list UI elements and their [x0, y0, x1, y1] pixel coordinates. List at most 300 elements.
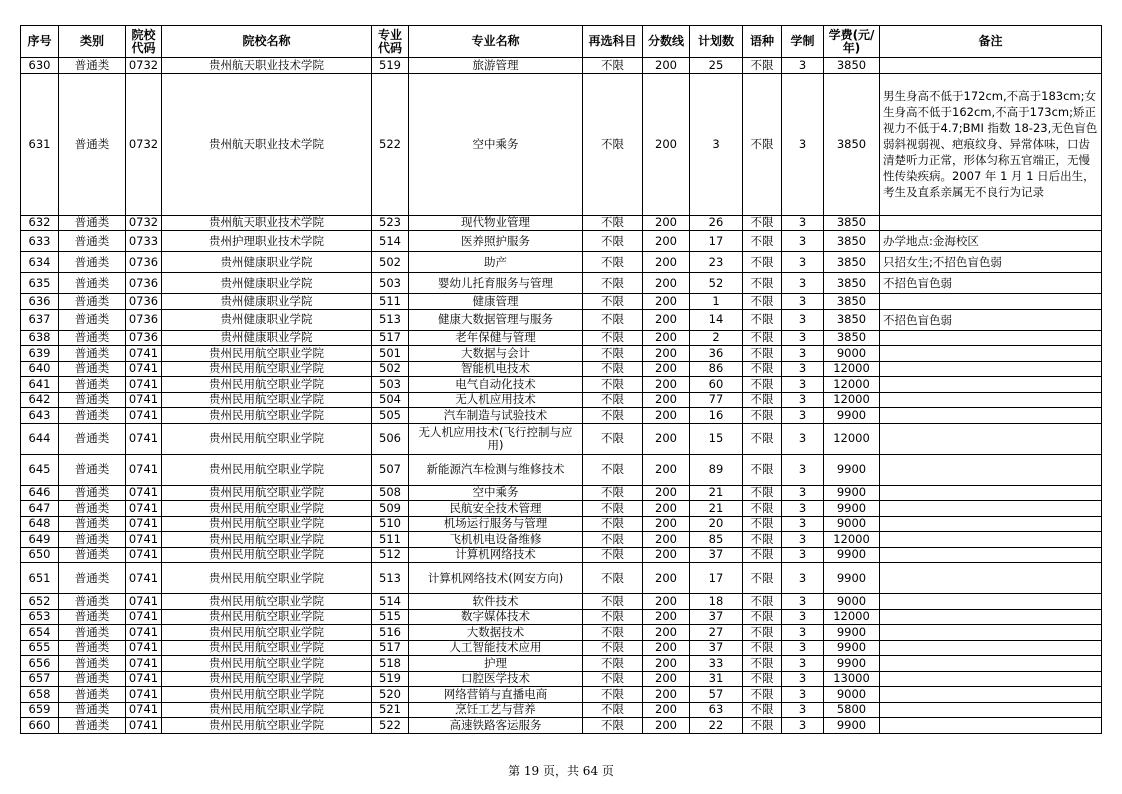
school-code-cell: 0741	[126, 423, 162, 454]
column-header: 分数线	[643, 26, 690, 58]
major-name-cell: 计算机网络技术	[409, 547, 583, 563]
remark-cell	[880, 423, 1102, 454]
major-code-cell: 514	[372, 594, 409, 610]
tuition-cell: 12000	[824, 361, 880, 377]
duration-cell: 3	[782, 594, 824, 610]
tuition-cell: 12000	[824, 609, 880, 625]
school-code-cell: 0741	[126, 718, 162, 734]
major-name-cell: 飞机机电设备维修	[409, 532, 583, 548]
duration-cell: 3	[782, 718, 824, 734]
column-header: 专业代码	[372, 26, 409, 58]
score-line-cell: 200	[643, 294, 690, 310]
table-row	[21, 547, 1102, 563]
row-number-cell: 656	[21, 656, 59, 672]
duration-cell: 3	[782, 532, 824, 548]
column-header: 专业名称	[409, 26, 583, 58]
row-number-cell: 630	[21, 58, 59, 74]
school-code-cell: 0736	[126, 252, 162, 273]
column-header: 序号	[21, 26, 59, 58]
school-name-cell: 贵州民用航空职业学院	[162, 656, 372, 672]
category-cell: 普通类	[59, 273, 126, 294]
major-code-cell: 522	[372, 73, 409, 215]
school-code-cell: 0741	[126, 640, 162, 656]
plan-count-cell: 36	[690, 346, 743, 362]
language-cell: 不限	[743, 330, 782, 346]
table-row	[21, 377, 1102, 393]
score-line-cell: 200	[643, 609, 690, 625]
major-code-cell: 507	[372, 454, 409, 485]
school-name-cell: 贵州健康职业学院	[162, 252, 372, 273]
remark-cell	[880, 594, 1102, 610]
school-name-cell: 贵州民用航空职业学院	[162, 423, 372, 454]
tuition-cell: 3850	[824, 58, 880, 74]
row-number-cell: 649	[21, 532, 59, 548]
tuition-cell: 3850	[824, 273, 880, 294]
major-code-cell: 515	[372, 609, 409, 625]
major-name-cell: 高速铁路客运服务	[409, 718, 583, 734]
duration-cell: 3	[782, 215, 824, 231]
category-cell: 普通类	[59, 392, 126, 408]
school-name-cell: 贵州民用航空职业学院	[162, 702, 372, 718]
language-cell: 不限	[743, 231, 782, 252]
column-header: 学费(元/年)	[824, 26, 880, 58]
tuition-cell: 9900	[824, 625, 880, 641]
school-name-cell: 贵州民用航空职业学院	[162, 516, 372, 532]
remark-cell	[880, 408, 1102, 424]
elective-subject-cell: 不限	[583, 609, 643, 625]
school-name-cell: 贵州民用航空职业学院	[162, 609, 372, 625]
table-row	[21, 671, 1102, 687]
school-name-cell: 贵州民用航空职业学院	[162, 640, 372, 656]
duration-cell: 3	[782, 423, 824, 454]
school-code-cell: 0741	[126, 687, 162, 703]
plan-count-cell: 21	[690, 501, 743, 517]
remark-cell	[880, 392, 1102, 408]
remark-cell	[880, 215, 1102, 231]
plan-count-cell: 37	[690, 640, 743, 656]
language-cell: 不限	[743, 73, 782, 215]
plan-count-cell: 25	[690, 58, 743, 74]
school-name-cell: 贵州健康职业学院	[162, 309, 372, 330]
remark-cell	[880, 516, 1102, 532]
table-row	[21, 392, 1102, 408]
score-line-cell: 200	[643, 252, 690, 273]
score-line-cell: 200	[643, 485, 690, 501]
score-line-cell: 200	[643, 563, 690, 594]
duration-cell: 3	[782, 361, 824, 377]
duration-cell: 3	[782, 501, 824, 517]
major-code-cell: 523	[372, 215, 409, 231]
plan-count-cell: 17	[690, 563, 743, 594]
duration-cell: 3	[782, 330, 824, 346]
major-code-cell: 501	[372, 346, 409, 362]
elective-subject-cell: 不限	[583, 309, 643, 330]
language-cell: 不限	[743, 408, 782, 424]
page-footer: 第 19 页，共 64 页	[508, 764, 614, 778]
school-name-cell: 贵州民用航空职业学院	[162, 594, 372, 610]
category-cell: 普通类	[59, 501, 126, 517]
score-line-cell: 200	[643, 361, 690, 377]
language-cell: 不限	[743, 392, 782, 408]
row-number-cell: 655	[21, 640, 59, 656]
category-cell: 普通类	[59, 563, 126, 594]
table-row	[21, 309, 1102, 330]
row-number-cell: 634	[21, 252, 59, 273]
remark-cell	[880, 702, 1102, 718]
remark-cell	[880, 718, 1102, 734]
elective-subject-cell: 不限	[583, 330, 643, 346]
tuition-cell: 9900	[824, 656, 880, 672]
tuition-cell: 3850	[824, 215, 880, 231]
major-name-cell: 口腔医学技术	[409, 671, 583, 687]
row-number-cell: 653	[21, 609, 59, 625]
category-cell: 普通类	[59, 547, 126, 563]
elective-subject-cell: 不限	[583, 392, 643, 408]
score-line-cell: 200	[643, 273, 690, 294]
duration-cell: 3	[782, 516, 824, 532]
category-cell: 普通类	[59, 346, 126, 362]
tuition-cell: 3850	[824, 73, 880, 215]
duration-cell: 3	[782, 377, 824, 393]
category-cell: 普通类	[59, 640, 126, 656]
school-code-cell: 0732	[126, 58, 162, 74]
school-code-cell: 0741	[126, 547, 162, 563]
major-name-cell: 无人机应用技术(飞行控制与应用)	[409, 423, 583, 454]
major-code-cell: 511	[372, 532, 409, 548]
plan-count-cell: 85	[690, 532, 743, 548]
language-cell: 不限	[743, 309, 782, 330]
category-cell: 普通类	[59, 454, 126, 485]
category-cell: 普通类	[59, 215, 126, 231]
elective-subject-cell: 不限	[583, 516, 643, 532]
school-name-cell: 贵州民用航空职业学院	[162, 454, 372, 485]
table-row	[21, 702, 1102, 718]
remark-cell	[880, 532, 1102, 548]
table-row	[21, 718, 1102, 734]
language-cell: 不限	[743, 609, 782, 625]
row-number-cell: 648	[21, 516, 59, 532]
major-code-cell: 521	[372, 702, 409, 718]
duration-cell: 3	[782, 58, 824, 74]
language-cell: 不限	[743, 640, 782, 656]
school-name-cell: 贵州民用航空职业学院	[162, 346, 372, 362]
major-name-cell: 烹饪工艺与营养	[409, 702, 583, 718]
tuition-cell: 9900	[824, 640, 880, 656]
duration-cell: 3	[782, 656, 824, 672]
major-name-cell: 旅游管理	[409, 58, 583, 74]
category-cell: 普通类	[59, 687, 126, 703]
major-name-cell: 护理	[409, 656, 583, 672]
major-code-cell: 516	[372, 625, 409, 641]
elective-subject-cell: 不限	[583, 215, 643, 231]
plan-count-cell: 63	[690, 702, 743, 718]
school-name-cell: 贵州民用航空职业学院	[162, 377, 372, 393]
table-header-row	[21, 26, 1102, 58]
school-name-cell: 贵州民用航空职业学院	[162, 718, 372, 734]
tuition-cell: 9900	[824, 547, 880, 563]
school-code-cell: 0736	[126, 330, 162, 346]
plan-count-cell: 77	[690, 392, 743, 408]
remark-cell: 不招色盲色弱	[880, 273, 1102, 294]
school-name-cell: 贵州航天职业技术学院	[162, 73, 372, 215]
school-name-cell: 贵州航天职业技术学院	[162, 215, 372, 231]
duration-cell: 3	[782, 702, 824, 718]
major-name-cell: 空中乘务	[409, 485, 583, 501]
school-code-cell: 0741	[126, 609, 162, 625]
major-name-cell: 计算机网络技术(网安方向)	[409, 563, 583, 594]
school-name-cell: 贵州民用航空职业学院	[162, 547, 372, 563]
elective-subject-cell: 不限	[583, 231, 643, 252]
plan-count-cell: 17	[690, 231, 743, 252]
major-code-cell: 520	[372, 687, 409, 703]
tuition-cell: 3850	[824, 330, 880, 346]
remark-cell	[880, 58, 1102, 74]
elective-subject-cell: 不限	[583, 252, 643, 273]
category-cell: 普通类	[59, 294, 126, 310]
school-code-cell: 0741	[126, 671, 162, 687]
row-number-cell: 657	[21, 671, 59, 687]
duration-cell: 3	[782, 640, 824, 656]
tuition-cell: 5800	[824, 702, 880, 718]
table-row	[21, 454, 1102, 485]
duration-cell: 3	[782, 73, 824, 215]
major-code-cell: 502	[372, 361, 409, 377]
admission-plan-table	[20, 25, 1102, 734]
row-number-cell: 635	[21, 273, 59, 294]
tuition-cell: 9900	[824, 408, 880, 424]
remark-cell	[880, 640, 1102, 656]
remark-cell: 只招女生;不招色盲色弱	[880, 252, 1102, 273]
language-cell: 不限	[743, 516, 782, 532]
major-code-cell: 506	[372, 423, 409, 454]
elective-subject-cell: 不限	[583, 501, 643, 517]
score-line-cell: 200	[643, 392, 690, 408]
plan-count-cell: 60	[690, 377, 743, 393]
major-name-cell: 健康大数据管理与服务	[409, 309, 583, 330]
tuition-cell: 9900	[824, 485, 880, 501]
elective-subject-cell: 不限	[583, 73, 643, 215]
duration-cell: 3	[782, 309, 824, 330]
major-name-cell: 婴幼儿托育服务与管理	[409, 273, 583, 294]
plan-count-cell: 18	[690, 594, 743, 610]
table-row	[21, 346, 1102, 362]
major-name-cell: 新能源汽车检测与维修技术	[409, 454, 583, 485]
major-code-cell: 518	[372, 656, 409, 672]
row-number-cell: 640	[21, 361, 59, 377]
language-cell: 不限	[743, 423, 782, 454]
remark-cell: 不招色盲色弱	[880, 309, 1102, 330]
school-code-cell: 0741	[126, 377, 162, 393]
category-cell: 普通类	[59, 485, 126, 501]
major-code-cell: 517	[372, 330, 409, 346]
duration-cell: 3	[782, 408, 824, 424]
elective-subject-cell: 不限	[583, 58, 643, 74]
row-number-cell: 633	[21, 231, 59, 252]
score-line-cell: 200	[643, 687, 690, 703]
remark-cell	[880, 294, 1102, 310]
remark-cell	[880, 563, 1102, 594]
category-cell: 普通类	[59, 594, 126, 610]
table-body	[21, 58, 1102, 734]
school-name-cell: 贵州民用航空职业学院	[162, 532, 372, 548]
row-number-cell: 660	[21, 718, 59, 734]
remark-cell	[880, 547, 1102, 563]
tuition-cell: 9000	[824, 346, 880, 362]
major-code-cell: 513	[372, 563, 409, 594]
tuition-cell: 12000	[824, 392, 880, 408]
category-cell: 普通类	[59, 671, 126, 687]
remark-cell	[880, 361, 1102, 377]
score-line-cell: 200	[643, 501, 690, 517]
duration-cell: 3	[782, 609, 824, 625]
school-name-cell: 贵州民用航空职业学院	[162, 671, 372, 687]
major-name-cell: 网络营销与直播电商	[409, 687, 583, 703]
major-code-cell: 519	[372, 58, 409, 74]
category-cell: 普通类	[59, 377, 126, 393]
remark-cell	[880, 625, 1102, 641]
column-header: 再选科目	[583, 26, 643, 58]
row-number-cell: 647	[21, 501, 59, 517]
remark-cell	[880, 330, 1102, 346]
major-name-cell: 电气自动化技术	[409, 377, 583, 393]
tuition-cell: 12000	[824, 377, 880, 393]
school-code-cell: 0732	[126, 215, 162, 231]
language-cell: 不限	[743, 252, 782, 273]
major-code-cell: 522	[372, 718, 409, 734]
plan-count-cell: 22	[690, 718, 743, 734]
elective-subject-cell: 不限	[583, 625, 643, 641]
elective-subject-cell: 不限	[583, 346, 643, 362]
major-name-cell: 汽车制造与试验技术	[409, 408, 583, 424]
table-row	[21, 640, 1102, 656]
language-cell: 不限	[743, 361, 782, 377]
plan-count-cell: 21	[690, 485, 743, 501]
row-number-cell: 650	[21, 547, 59, 563]
school-code-cell: 0736	[126, 309, 162, 330]
table-row	[21, 273, 1102, 294]
plan-count-cell: 1	[690, 294, 743, 310]
row-number-cell: 643	[21, 408, 59, 424]
major-name-cell: 助产	[409, 252, 583, 273]
school-name-cell: 贵州健康职业学院	[162, 294, 372, 310]
row-number-cell: 631	[21, 73, 59, 215]
remark-cell	[880, 687, 1102, 703]
column-header: 类别	[59, 26, 126, 58]
school-name-cell: 贵州民用航空职业学院	[162, 687, 372, 703]
category-cell: 普通类	[59, 58, 126, 74]
major-code-cell: 508	[372, 485, 409, 501]
row-number-cell: 636	[21, 294, 59, 310]
column-header: 院校名称	[162, 26, 372, 58]
elective-subject-cell: 不限	[583, 718, 643, 734]
row-number-cell: 638	[21, 330, 59, 346]
table-row	[21, 656, 1102, 672]
tuition-cell: 3850	[824, 294, 880, 310]
language-cell: 不限	[743, 687, 782, 703]
plan-count-cell: 3	[690, 73, 743, 215]
major-name-cell: 无人机应用技术	[409, 392, 583, 408]
duration-cell: 3	[782, 346, 824, 362]
school-code-cell: 0741	[126, 408, 162, 424]
major-name-cell: 现代物业管理	[409, 215, 583, 231]
remark-cell: 办学地点:金海校区	[880, 231, 1102, 252]
plan-count-cell: 52	[690, 273, 743, 294]
elective-subject-cell: 不限	[583, 532, 643, 548]
major-code-cell: 510	[372, 516, 409, 532]
score-line-cell: 200	[643, 656, 690, 672]
score-line-cell: 200	[643, 640, 690, 656]
category-cell: 普通类	[59, 231, 126, 252]
school-name-cell: 贵州民用航空职业学院	[162, 408, 372, 424]
tuition-cell: 9900	[824, 501, 880, 517]
major-name-cell: 老年保健与管理	[409, 330, 583, 346]
school-name-cell: 贵州健康职业学院	[162, 273, 372, 294]
table-row	[21, 58, 1102, 74]
elective-subject-cell: 不限	[583, 702, 643, 718]
language-cell: 不限	[743, 656, 782, 672]
tuition-cell: 9900	[824, 718, 880, 734]
table-row	[21, 532, 1102, 548]
school-code-cell: 0736	[126, 294, 162, 310]
plan-count-cell: 27	[690, 625, 743, 641]
table-row	[21, 294, 1102, 310]
score-line-cell: 200	[643, 594, 690, 610]
plan-count-cell: 37	[690, 547, 743, 563]
table-row	[21, 563, 1102, 594]
plan-count-cell: 37	[690, 609, 743, 625]
plan-count-cell: 33	[690, 656, 743, 672]
remark-cell	[880, 671, 1102, 687]
table-row	[21, 231, 1102, 252]
category-cell: 普通类	[59, 73, 126, 215]
remark-cell	[880, 346, 1102, 362]
school-code-cell: 0741	[126, 516, 162, 532]
duration-cell: 3	[782, 687, 824, 703]
tuition-cell: 9000	[824, 594, 880, 610]
language-cell: 不限	[743, 702, 782, 718]
score-line-cell: 200	[643, 718, 690, 734]
score-line-cell: 200	[643, 625, 690, 641]
language-cell: 不限	[743, 273, 782, 294]
duration-cell: 3	[782, 625, 824, 641]
row-number-cell: 651	[21, 563, 59, 594]
row-number-cell: 654	[21, 625, 59, 641]
elective-subject-cell: 不限	[583, 563, 643, 594]
tuition-cell: 9900	[824, 563, 880, 594]
tuition-cell: 12000	[824, 423, 880, 454]
category-cell: 普通类	[59, 408, 126, 424]
language-cell: 不限	[743, 625, 782, 641]
category-cell: 普通类	[59, 609, 126, 625]
column-header: 语种	[743, 26, 782, 58]
plan-count-cell: 2	[690, 330, 743, 346]
elective-subject-cell: 不限	[583, 423, 643, 454]
plan-count-cell: 23	[690, 252, 743, 273]
language-cell: 不限	[743, 501, 782, 517]
school-code-cell: 0741	[126, 361, 162, 377]
admission-plan-sheet	[20, 25, 1101, 734]
major-code-cell: 505	[372, 408, 409, 424]
duration-cell: 3	[782, 252, 824, 273]
tuition-cell: 3850	[824, 231, 880, 252]
school-name-cell: 贵州民用航空职业学院	[162, 563, 372, 594]
major-name-cell: 大数据与会计	[409, 346, 583, 362]
table-row	[21, 408, 1102, 424]
remark-cell	[880, 501, 1102, 517]
category-cell: 普通类	[59, 625, 126, 641]
table-row	[21, 330, 1102, 346]
plan-count-cell: 14	[690, 309, 743, 330]
